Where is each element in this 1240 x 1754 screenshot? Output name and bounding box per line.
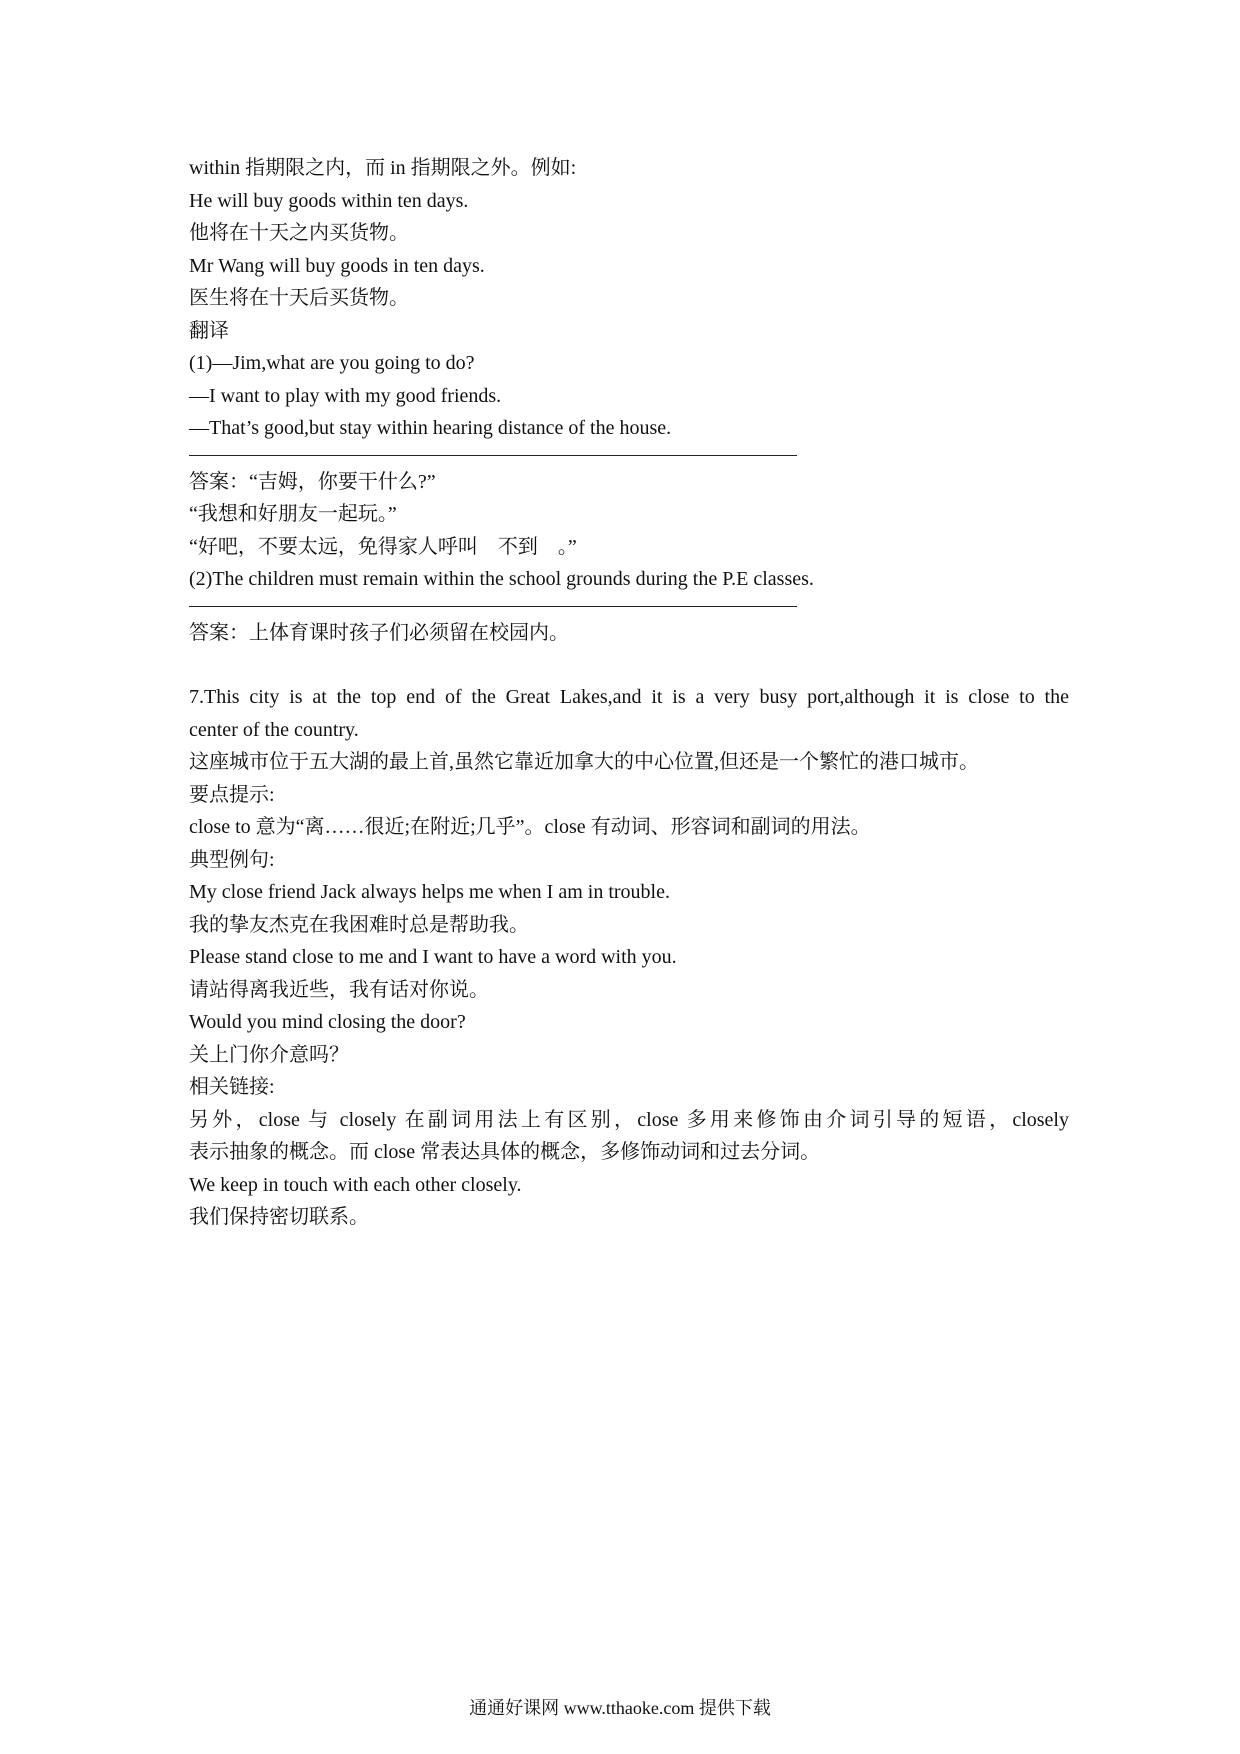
text-line: 医生将在十天后买货物。	[189, 287, 409, 309]
answer-line: 答案：上体育课时孩子们必须留在校园内。	[189, 621, 569, 644]
text-line: 表示抽象的概念。而 close 常表达具体的概念，多修饰动词和过去分词。	[189, 1141, 821, 1163]
section-heading: 要点提示:	[189, 783, 275, 806]
text-line: (2)The children must remain within the school grounds during the P.E classes.	[189, 568, 814, 590]
section-heading: 典型例句:	[189, 848, 275, 871]
text-line: close to 意为“离……很近;在附近;几乎”。close 有动词、形容词和副词的用法。	[189, 816, 871, 838]
example-line: My close friend Jack always helps me when I am in trouble.	[189, 881, 670, 903]
paragraph-gap	[189, 649, 1069, 681]
text-line: —I want to play with my good friends.	[189, 384, 502, 407]
section-heading: 相关链接:	[189, 1076, 275, 1098]
text-line: center of the country.	[189, 718, 359, 741]
answer-blank-line	[189, 455, 797, 456]
text-line: within 指期限之内，而 in 指期限之外。例如:	[189, 157, 577, 179]
text-line: Mr Wang will buy goods in ten days.	[189, 254, 485, 277]
text-line: He will buy goods within ten days.	[189, 189, 469, 212]
answer-blank-line	[189, 606, 797, 607]
answer-line: “好吧，不要太远，免得家人呼叫 不到 。”	[189, 535, 577, 558]
example-line: 关上门你介意吗？	[189, 1043, 349, 1066]
text-line: —That’s good,but stay within hearing distance of the house.	[189, 417, 672, 439]
example-line: 我们保持密切联系。	[189, 1206, 369, 1228]
example-line: Would you mind closing the door?	[189, 1011, 466, 1033]
example-line: 我的挚友杰克在我困难时总是帮助我。	[189, 913, 529, 936]
document-body	[189, 152, 1069, 1234]
answer-line: 答案：“吉姆，你要干什么?”	[189, 470, 436, 493]
example-line: Please stand close to me and I want to have a word with you.	[189, 946, 677, 968]
page-footer: 通通好课网 www.tthaoke.com 提供下载	[469, 1698, 771, 1718]
example-line: We keep in touch with each other closely.	[189, 1173, 522, 1196]
text-line: 另外，close 与 closely 在副词用法上有区别，close 多用来修饰由介词引导的短语，closely	[189, 1108, 1069, 1131]
text-line: 他将在十天之内买货物。	[189, 222, 409, 244]
example-line: 请站得离我近些，我有话对你说。	[189, 978, 489, 1001]
answer-line: “我想和好朋友一起玩。”	[189, 503, 397, 525]
text-line: (1)—Jim,what are you going to do?	[189, 352, 475, 374]
section-heading: 翻译	[189, 319, 229, 342]
text-line: 这座城市位于五大湖的最上首,虽然它靠近加拿大的中心位置,但还是一个繁忙的港口城市。	[189, 751, 979, 773]
text-line: 7.This city is at the top end of the Great Lakes,and it is a very busy port,although it is close to the	[189, 686, 1069, 708]
